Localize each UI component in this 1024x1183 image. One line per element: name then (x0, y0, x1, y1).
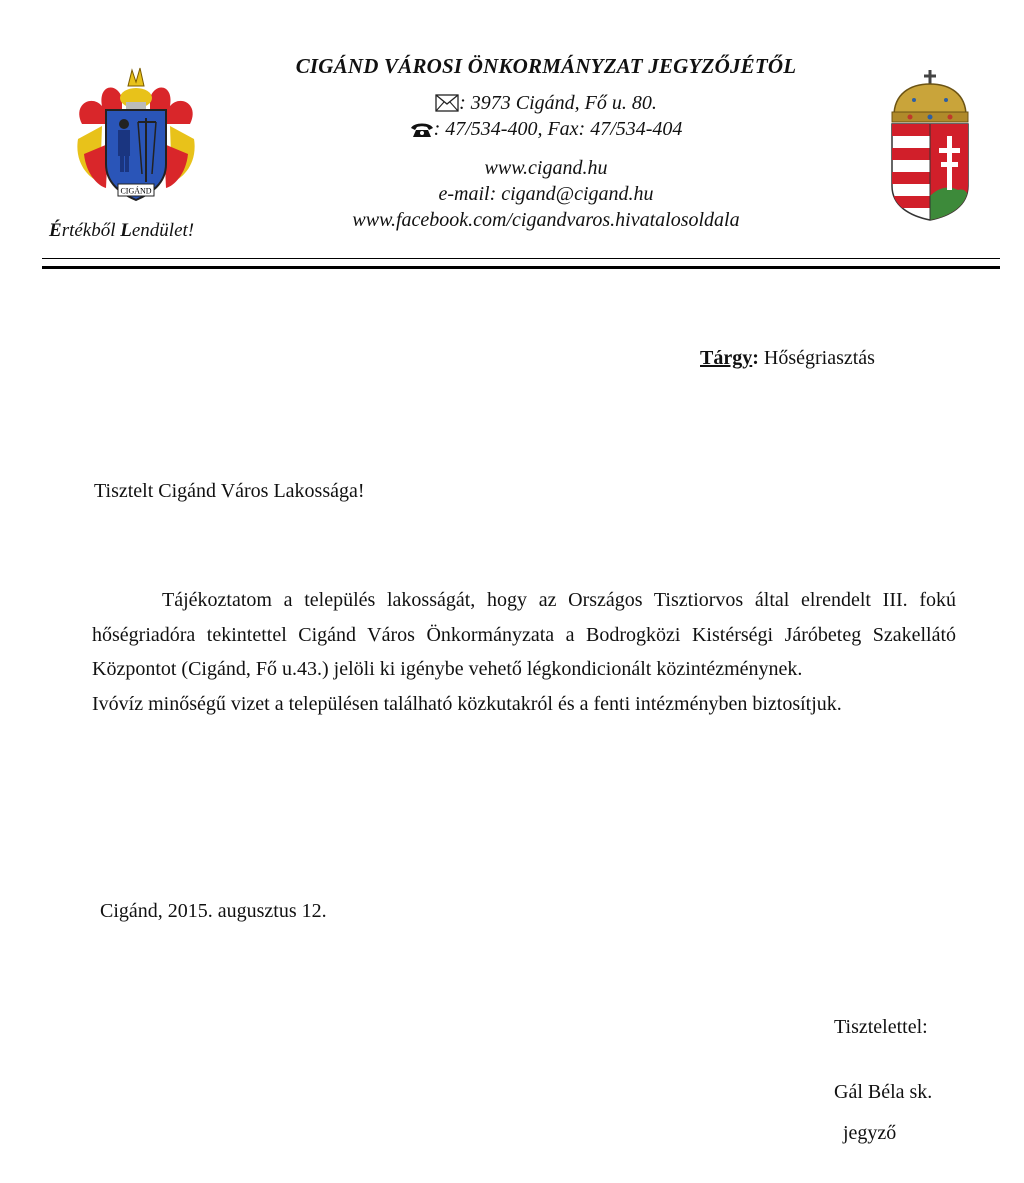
header-divider-thin (42, 258, 1000, 259)
envelope-icon (435, 94, 459, 112)
header-email[interactable]: e-mail: cigand@cigand.hu (438, 183, 654, 205)
header-website[interactable]: www.cigand.hu (484, 157, 608, 179)
header-phone: : 47/534-400, Fax: 47/534-404 (433, 118, 683, 140)
subject-value: Hőségriasztás (758, 347, 875, 369)
header-phone-line (0, 116, 1024, 142)
salutation: Tisztelt Cigánd Város Lakossága! (94, 480, 365, 502)
date-line: Cigánd, 2015. augusztus 12. (100, 900, 327, 922)
body-paragraph-1: Tájékoztatom a település lakosságát, hogy az Országos Tisztiorvos által elrendelt III. fokú hőségriadóra tekintettel Cigánd Város Önkormányzata a Bodrogközi Kistérségi Járóbeteg Szakellátó Központot (Cigánd, Fő u.43.) jelöli ki igénybe vehető légkondicionált közintézménynek. (92, 589, 956, 680)
telephone-icon (410, 122, 434, 138)
header-facebook[interactable]: www.facebook.com/cigandvaros.hivatalosoldala (352, 209, 740, 231)
subject-label: Tárgy (700, 347, 753, 369)
letter-body (92, 583, 956, 721)
header-divider-thick (42, 266, 1000, 269)
coat-of-arms-caption: CIGÁND (120, 186, 152, 196)
header-title: CIGÁND VÁROSI ÖNKORMÁNYZAT JEGYZŐJÉTŐL (295, 54, 797, 78)
slogan: Értékből Lendület! (49, 220, 195, 241)
subject-line: Tárgy: Hőségriasztás (700, 347, 875, 369)
closing: Tisztelettel: (834, 1016, 928, 1038)
signer-title: jegyző (843, 1122, 897, 1144)
signer-name: Gál Béla sk. (834, 1081, 933, 1103)
header-address-line (0, 90, 1024, 116)
header-address: : 3973 Cigánd, Fő u. 80. (459, 92, 657, 114)
body-paragraph-2: Ivóvíz minőségű vizet a településen található közkutakról és a fenti intézményben biztosítjuk. (92, 692, 842, 715)
